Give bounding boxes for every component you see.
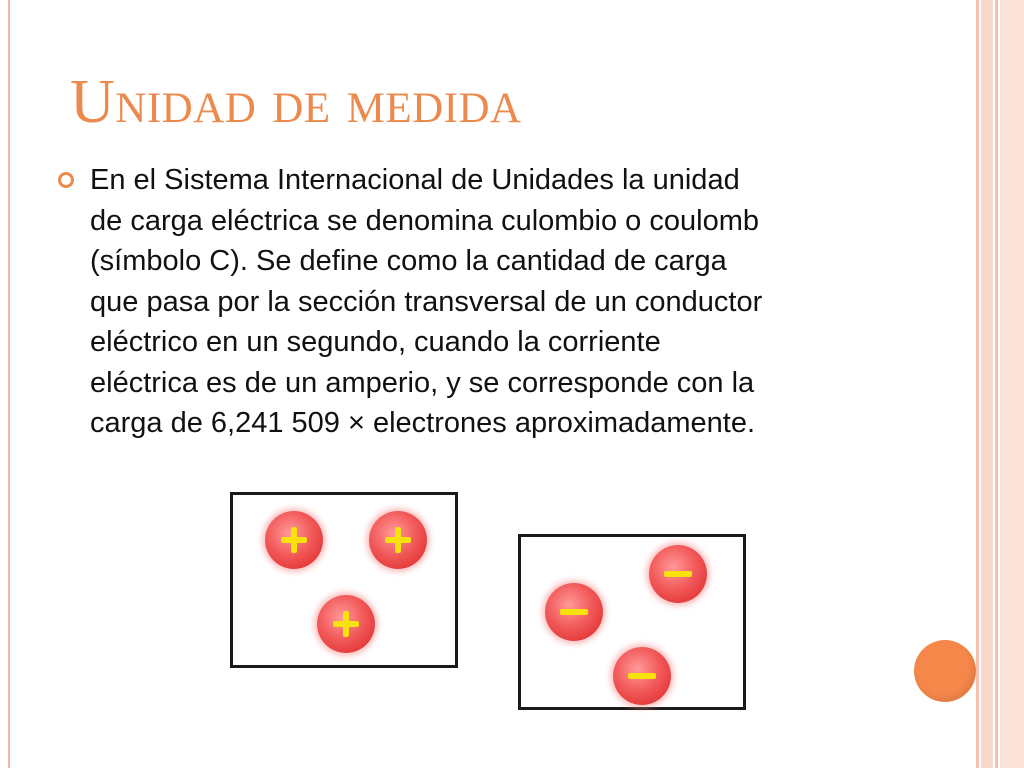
bullet-text-line: eléctrica es de un amperio, y se corresponde con la bbox=[90, 366, 755, 399]
positive-charges-box bbox=[230, 492, 458, 668]
negative-charge-icon bbox=[613, 647, 671, 705]
positive-charge-icon bbox=[369, 511, 427, 569]
bullet-text bbox=[90, 160, 910, 444]
bullet-text-line: de carga eléctrica se denomina culombio o coulomb bbox=[90, 204, 759, 237]
right-stripe bbox=[981, 0, 993, 768]
left-border-line bbox=[8, 0, 10, 768]
negative-charges-box bbox=[518, 534, 746, 710]
slide-title: Unidad de medida bbox=[70, 68, 522, 136]
right-stripe bbox=[995, 0, 998, 768]
positive-charge-icon bbox=[265, 511, 323, 569]
right-stripe bbox=[976, 0, 979, 768]
bullet-circle-icon bbox=[58, 172, 74, 188]
decorative-circle bbox=[914, 640, 976, 702]
bullet-text-line: (símbolo C). Se define como la cantidad de carga bbox=[90, 245, 727, 277]
bullet-text-line: eléctrico en un segundo, cuando la corriente bbox=[90, 326, 661, 358]
positive-charge-icon bbox=[317, 595, 375, 653]
bullet-text-line: carga de 6,241 509 × electrones aproximadamente. bbox=[90, 407, 756, 439]
bullet-text-line: que pasa por la sección transversal de un conductor bbox=[90, 285, 763, 318]
bullet-text-line: En el Sistema Internacional de Unidades la unidad bbox=[90, 164, 740, 196]
negative-charge-icon bbox=[545, 583, 603, 641]
right-stripe bbox=[1000, 0, 1024, 768]
negative-charge-icon bbox=[649, 545, 707, 603]
